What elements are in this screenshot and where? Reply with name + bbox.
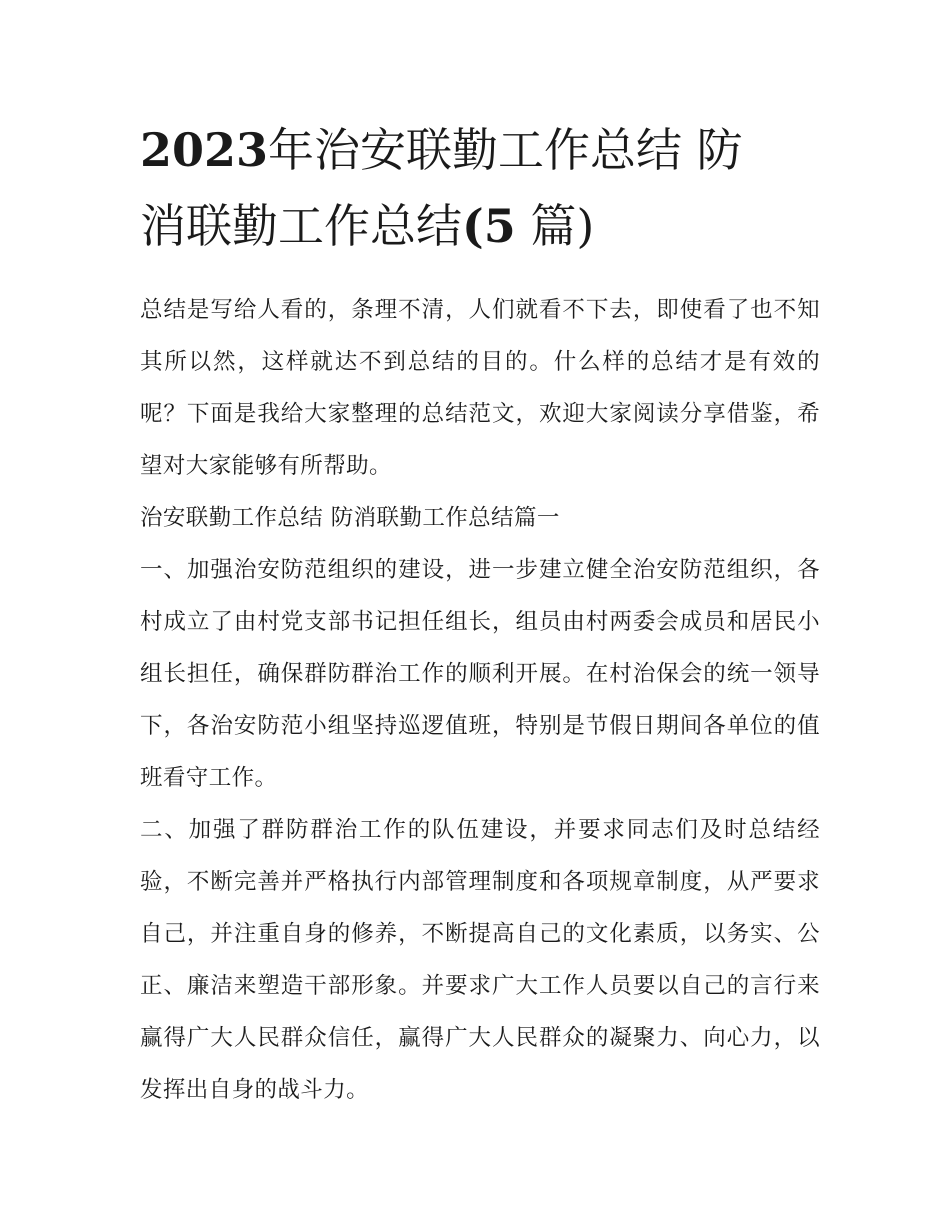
paragraph-1: 一、加强治安防范组织的建设，进一步建立健全治安防范组织，各村成立了由村党支部书记担任组长，组员由村两委会成员和居民小组长担任，确保群防群治工作的顺利开展。在村治保会的统一领导下，各治安防范小组坚持巡逻值班，特别是节假日期间各单位的值班看守工作。 (140, 557, 820, 791)
intro-paragraph: 总结是写给人看的，条理不清，人们就看不下去，即使看了也不知其所以然，这样就达不到总结的目的。什么样的总结才是有效的呢？下面是我给大家整理的总结范文，欢迎大家阅读分享借鉴，希望对大家能够有所帮助。 (140, 297, 820, 479)
paragraph-2: 二、加强了群防群治工作的队伍建设，并要求同志们及时总结经验，不断完善并严格执行内部管理制度和各项规章制度，从严要求自己，并注重自身的修养，不断提高自己的文化素质，以务实、公正、廉洁来塑造干部形象。并要求广大工作人员要以自己的言行来赢得广大人民群众信任，赢得广大人民群众的凝聚力、向心力，以发挥出自身的战斗力。 (140, 817, 820, 1103)
title-line-2 (140, 188, 820, 264)
title-line2-text: 消联勤工作总结 (140, 199, 462, 253)
title-count: (5 (462, 199, 516, 253)
title-tail: 篇) (530, 199, 595, 253)
document-body (140, 284, 820, 1116)
title-line-1 (140, 112, 820, 188)
title-line1-text: 年治安联勤工作总结 防 (268, 123, 743, 177)
document-title (140, 112, 820, 264)
title-year: 2023 (140, 123, 269, 177)
section-heading: 治安联勤工作总结 防消联勤工作总结篇一 (140, 505, 560, 531)
document-page (140, 112, 820, 1116)
